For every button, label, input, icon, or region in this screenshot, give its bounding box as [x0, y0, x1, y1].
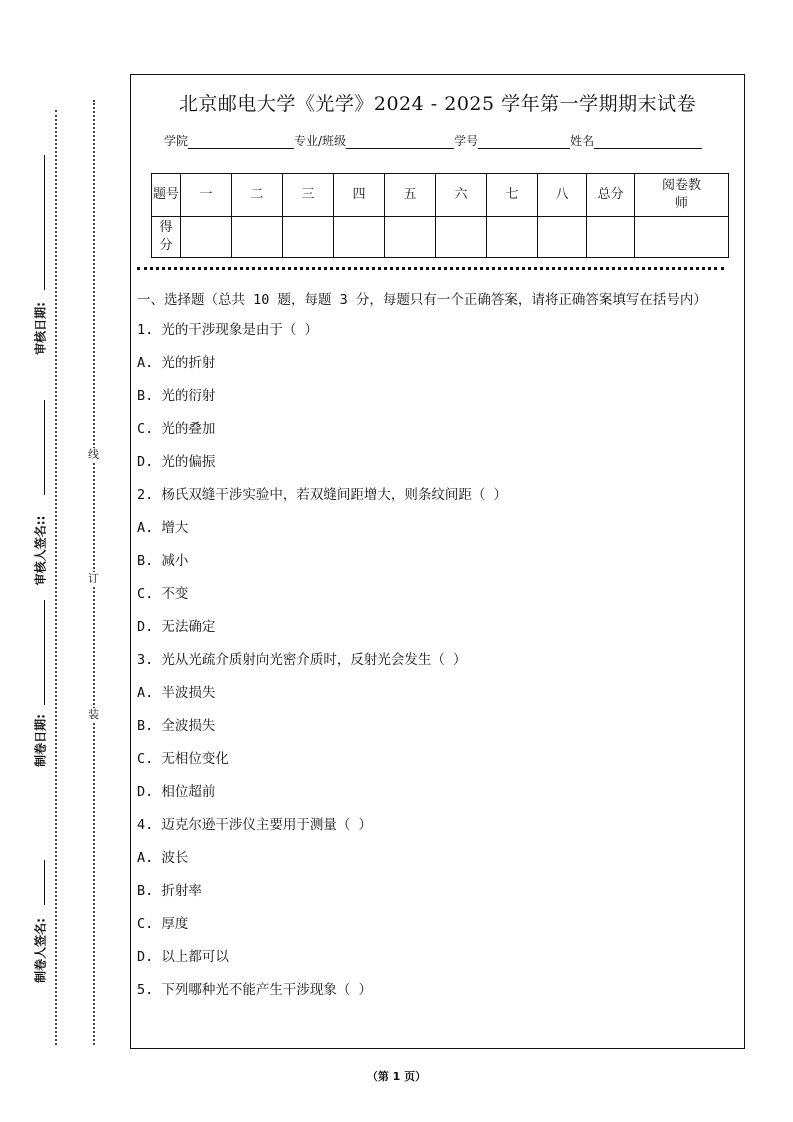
question-stem: 3. 光从光疏介质射向光密介质时，反射光会发生（ ） [137, 652, 467, 668]
dotted-separator [137, 267, 724, 270]
name-field[interactable] [594, 136, 702, 149]
reviewer-date-line [44, 155, 45, 290]
option-a: A. 波长 [137, 850, 189, 866]
score-col-header: 六 [436, 174, 487, 217]
option-c: C. 厚度 [137, 916, 189, 932]
question-5 [137, 979, 736, 1012]
student-id-field[interactable] [478, 136, 570, 149]
score-col-header: 七 [487, 174, 538, 217]
maker-date-line [44, 600, 45, 705]
score-cell[interactable] [538, 217, 587, 258]
score-cell[interactable] [487, 217, 538, 258]
score-cell[interactable] [436, 217, 487, 258]
score-table-score-row [152, 217, 729, 258]
question-1 [137, 319, 736, 484]
score-cell[interactable] [232, 217, 283, 258]
reviewer-sign-line [44, 400, 45, 495]
page-number: （第 1 页） [366, 1070, 427, 1083]
question-number-label: 题号 [152, 174, 181, 217]
score-cell[interactable] [587, 217, 635, 258]
question-stem: 1. 光的干涉现象是由于（ ） [137, 322, 319, 338]
score-label: 得分 [152, 217, 181, 258]
option-b: B. 折射率 [137, 883, 202, 899]
binding-line-char: 线 [88, 448, 99, 461]
exam-content [137, 289, 736, 1012]
score-col-header: 阅卷教师 [635, 174, 729, 217]
score-col-header: 三 [283, 174, 334, 217]
option-a: A. 半波损失 [137, 685, 216, 701]
option-a: A. 增大 [137, 520, 189, 536]
score-cell[interactable] [283, 217, 334, 258]
name-label: 姓名 [570, 134, 595, 148]
score-table [151, 173, 729, 258]
option-c: C. 不变 [137, 586, 189, 602]
question-stem: 5. 下列哪种光不能产生干涉现象（ ） [137, 982, 373, 998]
option-b: B. 减小 [137, 553, 189, 569]
maker-sign-line [44, 860, 45, 905]
question-4 [137, 814, 736, 979]
option-c: C. 无相位变化 [137, 751, 229, 767]
binding-order-char: 订 [88, 572, 99, 585]
major-label: 专业/班级 [294, 134, 347, 148]
option-d: D. 相位超前 [137, 784, 216, 800]
score-cell[interactable] [385, 217, 436, 258]
score-col-header: 二 [232, 174, 283, 217]
option-d: D. 无法确定 [137, 619, 216, 635]
score-table-header-row [152, 174, 729, 217]
option-b: B. 光的衍射 [137, 388, 216, 404]
exam-title: 北京邮电大学《光学》2024 - 2025 学年第一学期期末试卷 [178, 93, 697, 115]
question-3 [137, 649, 736, 814]
question-stem: 4. 迈克尔逊干涉仪主要用于测量（ ） [137, 817, 373, 833]
section-heading: 一、选择题（总共 10 题，每题 3 分，每题只有一个正确答案，请将正确答案填写在括号内） [137, 292, 707, 308]
score-cell[interactable] [635, 217, 729, 258]
student-info-row [164, 132, 702, 149]
college-field[interactable] [188, 136, 294, 149]
score-col-header: 四 [334, 174, 385, 217]
option-c: C. 光的叠加 [137, 421, 216, 437]
major-field[interactable] [346, 136, 454, 149]
binding-dotted-line-left [55, 110, 57, 1045]
score-col-header: 五 [385, 174, 436, 217]
option-a: A. 光的折射 [137, 355, 216, 371]
reviewer-date-label: 审核日期: [33, 302, 48, 355]
exam-frame [130, 74, 745, 1049]
option-d: D. 光的偏振 [137, 454, 216, 470]
binding-bind-char: 装 [88, 708, 99, 721]
college-label: 学院 [164, 134, 189, 148]
score-col-header: 一 [181, 174, 232, 217]
maker-date-label: 制卷日期: [33, 714, 48, 767]
score-cell[interactable] [181, 217, 232, 258]
score-col-header: 八 [538, 174, 587, 217]
score-cell[interactable] [334, 217, 385, 258]
maker-sign-label: 制卷人签名: [33, 918, 48, 983]
reviewer-sign-label: 审核人签名:: [33, 515, 48, 586]
question-stem: 2. 杨氏双缝干涉实验中，若双缝间距增大，则条纹间距（ ） [137, 487, 508, 503]
score-col-header: 总分 [587, 174, 635, 217]
question-2 [137, 484, 736, 649]
option-b: B. 全波损失 [137, 718, 216, 734]
student-id-label: 学号 [454, 134, 479, 148]
option-d: D. 以上都可以 [137, 949, 229, 965]
